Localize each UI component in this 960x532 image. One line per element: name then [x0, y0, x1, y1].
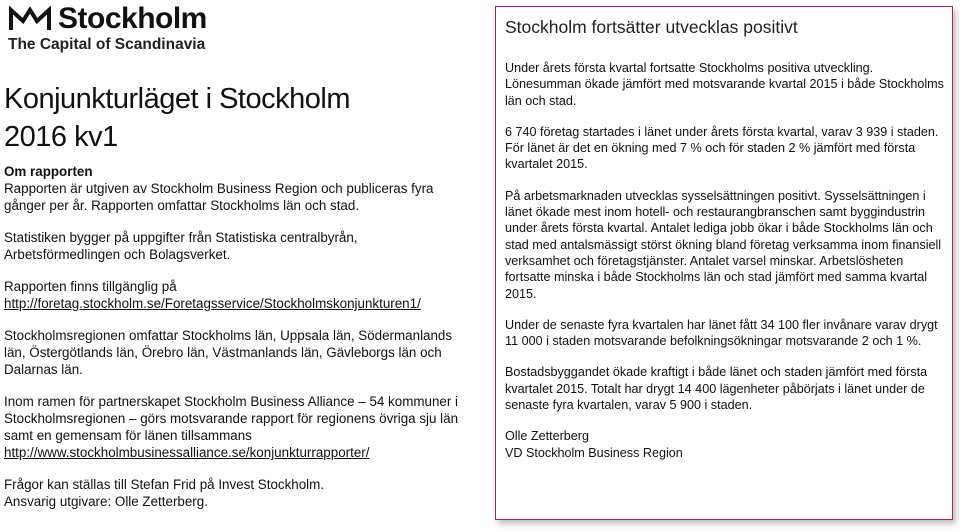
summary-box [495, 6, 953, 520]
about-section [4, 163, 466, 510]
report-link[interactable]: http://foretag.stockholm.se/Foretagsservice/Stockholmskonjunkturen1/ [4, 296, 421, 311]
contact-text: Frågor kan ställas till Stefan Frid på Invest Stockholm. [4, 477, 325, 492]
summary-body [505, 60, 945, 461]
signature-org: VD Stockholm Business Region [505, 445, 683, 460]
signature-name: Olle Zetterberg [505, 429, 589, 444]
logo-wordmark: Stockholm [58, 2, 207, 35]
summary-paragraph-4: Under de senaste fyra kvartalen har länet fått 34 100 fler invånare varav drygt 11 000 i staden motsvarande befolkningsökningar motsvarande 2 och 1 %. [505, 317, 938, 349]
availability-text: Rapporten finns tillgänglig på [4, 279, 177, 294]
summary-paragraph-3: På arbetsmarknaden utvecklas sysselsättningen positivt. Sysselsättningen i länet ökade mest inom hotell- och restaurangbranschen samt byggindustrin under årets första kvartal. Antalet lediga jobb ökar i både Stockholms län och stad med antalsmässigt störst ökning bland företag verksamma inom finansiell verksamhet och företagstjänster. Antalet varsel minskar. Arbetslösheten fortsatte minska i både Stockholms län och stad jämfört med samma kvartal 2015. [505, 188, 942, 301]
alliance-link[interactable]: http://www.stockholmbusinessalliance.se/konjunkturrapporter/ [4, 445, 370, 460]
about-paragraph-5 [4, 393, 466, 461]
left-column [0, 0, 470, 532]
about-heading: Om rapporten [4, 164, 93, 179]
stockholm-logo [8, 2, 228, 54]
alliance-text: Inom ramen för partnerskapet Stockholm Business Alliance – 54 kommuner i Stockholmsregionen – görs motsvarande rapport för regionens övriga sju län samt en gemensam för länen tillsammans [4, 394, 459, 443]
about-paragraph-3 [4, 278, 466, 312]
page-title [4, 80, 444, 156]
logo-tagline: The Capital of Scandinavia [8, 36, 206, 53]
summary-paragraph-5: Bostadsbyggandet ökade kraftigt i både länet och staden jämfört med första kvartalet 2015. Totalt har drygt 14 400 lägenheter påbörjats i länet under de senaste fyra kvartalen, varav 5 900 i staden. [505, 365, 928, 413]
about-paragraph-4: Stockholmsregionen omfattar Stockholms län, Uppsala län, Södermanlands län, Östergötlands län, Örebro län, Västmanlands län, Gävleborgs län och Dalarnas län. [4, 328, 453, 377]
about-paragraph-1: Rapporten är utgiven av Stockholm Business Region och publiceras fyra gånger per år. Rapporten omfattar Stockholms län och stad. [4, 181, 434, 213]
summary-title: Stockholm fortsätter utvecklas positivt [505, 17, 798, 37]
about-paragraph-2: Statistiken bygger på uppgifter från Statistiska centralbyrån, Arbetsförmedlingen och Bolagsverket. [4, 230, 358, 262]
publisher-text: Ansvarig utgivare: Olle Zetterberg. [4, 494, 208, 509]
crown-icon [8, 6, 52, 32]
title-line-1: Konjunkturläget i Stockholm [4, 83, 350, 115]
summary-paragraph-1: Under årets första kvartal fortsatte Stockholms positiva utveckling. Lönesumman ökade jämfört med motsvarande kvartal 2015 i både Stockholms län och stad. [505, 61, 944, 108]
summary-paragraph-2: 6 740 företag startades i länet under årets första kvartal, varav 3 939 i staden. För länet är det en ökning med 7 % och för staden 2 % jämfört med första kvartalet 2015. [505, 124, 939, 172]
title-line-2: 2016 kv1 [4, 121, 118, 153]
